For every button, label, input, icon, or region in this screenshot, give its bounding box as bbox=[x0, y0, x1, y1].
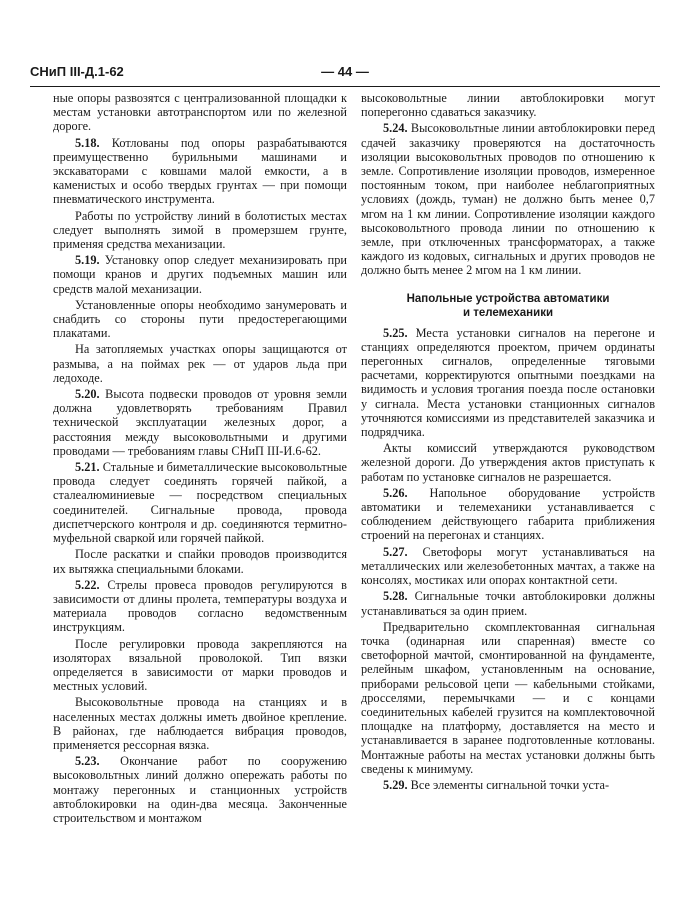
paragraph bbox=[361, 589, 655, 617]
paragraph bbox=[53, 209, 347, 252]
paragraph bbox=[361, 778, 655, 792]
paragraph bbox=[361, 441, 655, 484]
right-column-top bbox=[361, 91, 655, 278]
paragraph-text: Стрелы провеса проводов регулируются в зависимости от длины пролета, температуры воздуха и материала проводов согласно ведомственным инструкциям. bbox=[53, 577, 347, 635]
paragraph bbox=[53, 637, 347, 694]
paragraph bbox=[53, 298, 347, 341]
section-heading-line1: Напольные устройства автоматики bbox=[406, 292, 610, 305]
paragraph bbox=[53, 460, 347, 545]
clause-number: 5.22. bbox=[75, 577, 100, 592]
clause-number: 5.19. bbox=[75, 253, 100, 268]
left-column bbox=[53, 91, 347, 827]
page-header bbox=[30, 64, 660, 82]
paragraph-text: Стальные и биметаллические высоковольтные провода следует соединять горячей пайкой, а сталеалюминиевые — посредством специальных соединителей. Сигнальные провода, провода диспетчерского контроля и др. соединяются термитно-муфельной сваркой или горячей пайкой. bbox=[53, 460, 347, 546]
paragraph-text: Высоковольтные линии автоблокировки перед сдачей заказчику проверяются на достаточность изоляции высоковольтных проводов по отношению к земле. Сопротивление изоляции проводов, измеренное постоянным током, при наиболее неблагоприятных условиях (дождь, туман) не должно быть менее 0,7 мгом на 1 км линии. Сопротивление изоляции каждого высоковольтного провода линии по отношению к земле, при отключенных трансформаторах, а также каждого из кодовых, сигнальных и других проводов не должно быть менее 2 мгом на 1 км линии. bbox=[361, 121, 655, 278]
paragraph bbox=[53, 136, 347, 207]
paragraph bbox=[53, 547, 347, 575]
paragraph-text: Высота подвески проводов от уровня земли должна удовлетворять требованиям Правил технической эксплуатации железных дорог, а расстояния между высоковольтными и другими проводами — требованиям главы СНиП III-И.6-62. bbox=[53, 387, 347, 458]
paragraph-text: Сигнальные точки автоблокировки должны устанавливаться за один прием. bbox=[361, 589, 655, 618]
paragraph-text: Акты комиссий утверждаются руководством железной дороги. До утверждения актов приступать к работам по установке сигналов не разрешается. bbox=[361, 441, 655, 484]
clause-number: 5.23. bbox=[75, 754, 100, 769]
paragraph-text: Места установки сигналов на перегоне и станциях определяются проектом, причем ординаты перегонных сигналов, определенные тяговыми расчетами, корректируются опытными поездками на видимость и условия трогания поезда после остановки у сигнала. Места установки станционных сигналов уточняются комиссиями из представителей заказчика и подрядчика. bbox=[361, 325, 655, 440]
paragraph-text: высоковольтные линии автоблокировки могут поперегонно сдаваться заказчику. bbox=[361, 91, 655, 120]
paragraph bbox=[361, 545, 655, 588]
paragraph bbox=[361, 91, 655, 119]
paragraph bbox=[361, 326, 655, 440]
paragraph-text: Светофоры могут устанавливаться на металлических или железобетонных мачтах, а также на консолях, мостиках или опорах контактной сети. bbox=[361, 544, 655, 588]
clause-number: 5.18. bbox=[75, 135, 100, 150]
clause-number: 5.20. bbox=[75, 387, 100, 402]
paragraph bbox=[361, 620, 655, 776]
page-number: — 44 — bbox=[321, 64, 369, 79]
paragraph-text: Все элементы сигнальной точки уста- bbox=[407, 777, 610, 792]
clause-number: 5.25. bbox=[383, 325, 408, 340]
paragraph bbox=[53, 253, 347, 296]
paragraph bbox=[53, 695, 347, 752]
header-rule bbox=[30, 86, 660, 87]
paragraph bbox=[361, 486, 655, 543]
section-heading bbox=[361, 292, 655, 320]
paragraph-text: Работы по устройству линий в болотистых местах следует выполнять зимой в промерзшем грунте, применяя средства механизации. bbox=[53, 208, 347, 252]
paragraph-text: Высоковольтные провода на станциях и в населенных местах должны иметь двойное крепление. В районах, где наблюдается вибрация проводов, применяется рессорная вязка. bbox=[53, 695, 347, 752]
paragraph bbox=[53, 578, 347, 635]
paragraph-text: Котлованы под опоры разрабатываются преимущественно бурильными машинами и экскаваторами с ковшами малой емкости, а в каменистых и особо твердых грунтах — при помощи пневматического инструмента. bbox=[53, 135, 347, 207]
clause-number: 5.29. bbox=[383, 777, 408, 792]
paragraph bbox=[53, 342, 347, 385]
paragraph bbox=[361, 121, 655, 277]
paragraph-text: Установку опор следует механизировать при помощи кранов и других подъемных машин или средств малой механизации. bbox=[53, 253, 347, 296]
clause-number: 5.24. bbox=[383, 121, 408, 136]
document-code: СНиП III-Д.1-62 bbox=[30, 64, 124, 79]
right-column bbox=[361, 91, 655, 794]
clause-number: 5.28. bbox=[383, 589, 408, 604]
paragraph-text: На затопляемых участках опоры защищаются от размыва, а на поймах рек — от ударов льда при ледоходе. bbox=[53, 342, 347, 385]
paragraph bbox=[53, 754, 347, 825]
clause-number: 5.26. bbox=[383, 485, 408, 500]
paragraph bbox=[53, 91, 347, 134]
paragraph-text: Предварительно скомплектованная сигнальная точка (одинарная или спаренная) вместе со светофорной мачтой, смонтированной на фундаменте, релейным шкафом, установленным на основание, приборами рельсовой цепи — кабельными стойками, дросселями, перемычками — и с концами соединительных кабелей грузится на комплектовочной площадке на платформу, доставляется на место и устанавливается в заранее подготовленные котлованы. Монтажные работы на местах установки должны быть сведены к минимуму. bbox=[361, 619, 655, 776]
clause-number: 5.21. bbox=[75, 460, 100, 475]
paragraph-text: Напольное оборудование устройств автоматики и телемеханики устанавливается с соблюдением действующего габарита приближения строений на перегонах и станциях. bbox=[361, 485, 655, 543]
paragraph bbox=[53, 387, 347, 458]
section-heading-line2: и телемеханики bbox=[462, 306, 554, 319]
paragraph-text: После раскатки и спайки проводов производится их вытяжка специальными блоками. bbox=[53, 547, 347, 576]
paragraph-text: ные опоры развозятся с централизованной площадки к местам установки автотранспортом или по железной дороге. bbox=[53, 91, 347, 134]
paragraph-text: После регулировки провода закрепляются на изоляторах вязальной проволокой. Тип вязки определяется в зависимости от марки проводов и местных условий. bbox=[53, 636, 347, 694]
right-column-bottom bbox=[361, 326, 655, 793]
paragraph-text: Установленные опоры необходимо занумеровать и снабдить со стороны пути предостерегающими плакатами. bbox=[53, 297, 347, 341]
clause-number: 5.27. bbox=[383, 544, 408, 559]
paragraph-text: Окончание работ по сооружению высоковольтных линий должно опережать работы по монтажу перегонных и станционных устройств автоблокировки на один-два месяца. Законченные строительством и монтажом bbox=[53, 754, 347, 825]
